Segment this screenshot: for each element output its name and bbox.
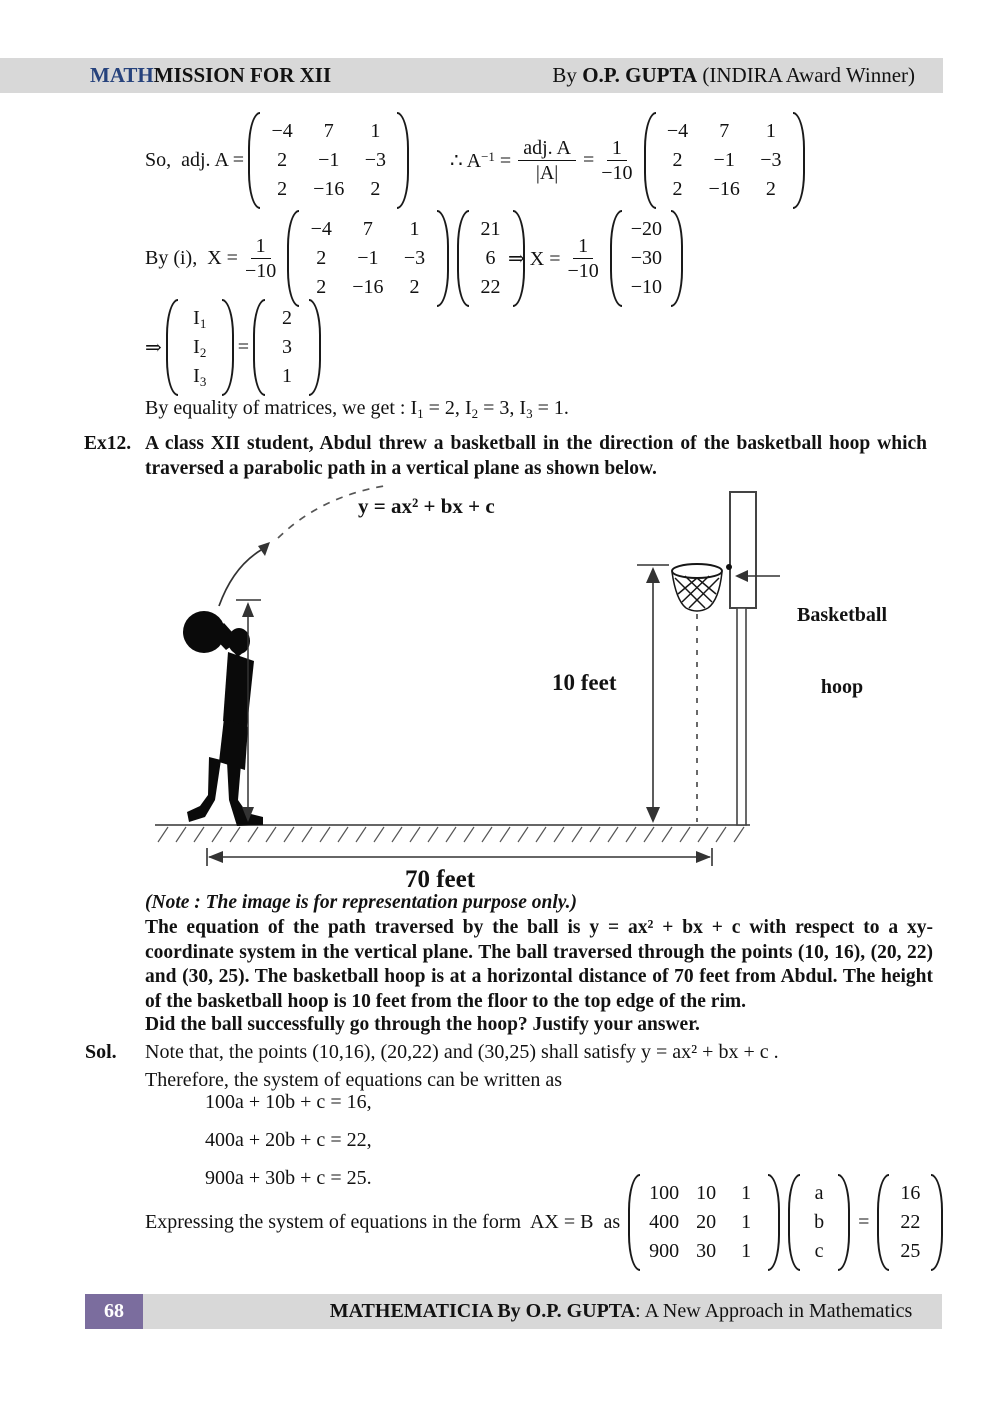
fraction-numerator: 1 [251, 235, 271, 259]
therefore-prefix: ∴ A [450, 149, 482, 172]
paren-right [768, 1174, 780, 1271]
matrix-cell: −3 [760, 148, 782, 171]
math-line-adjA-left [145, 110, 413, 210]
paren-left [166, 299, 178, 396]
paren-left [628, 1174, 640, 1271]
throw-arrow [219, 550, 261, 606]
matrix-cell: 1 [741, 1210, 752, 1233]
paren-right [222, 299, 234, 396]
ax-equals-b-row [145, 1172, 947, 1272]
fraction-numerator: 1 [607, 137, 627, 161]
example-statement: A class XII student, Abdul threw a basketball in the direction of the basketball hoop which traversed a parabolic path in a vertical plane as shown below. [145, 433, 927, 479]
fraction-denominator: −10 [601, 161, 633, 184]
matrix-A-inverse [644, 112, 805, 209]
vector-cell: b [814, 1210, 825, 1233]
paren-right [671, 210, 683, 307]
so-adjA-label: So, adj. A = [145, 148, 245, 171]
fraction-numerator: adj. A [518, 137, 576, 161]
height-label: 10 feet [552, 670, 617, 695]
matrix-cell: 2 [370, 177, 381, 200]
vector-result [610, 210, 683, 307]
vector-currents [166, 299, 234, 396]
matrix-cell: 400 [649, 1210, 680, 1233]
fraction-adjA-over-detA [518, 137, 576, 184]
arrowhead-right-icon [696, 851, 711, 863]
matrix-cell: 1 [370, 119, 381, 142]
matrix-cell: 1 [741, 1181, 752, 1204]
hoop-label-line2: hoop [820, 676, 864, 698]
header-title-accent: MATH [90, 63, 154, 87]
page-header [0, 58, 943, 93]
vector-cell: −10 [630, 275, 663, 298]
math-line-X-left [145, 208, 529, 308]
matrix-cell: 2 [672, 148, 683, 171]
arrowhead-left-icon [208, 851, 223, 863]
vector-cell: $I_1$ [193, 307, 207, 331]
vector-cell: $I_2$ [193, 336, 207, 360]
hoop-height-arrow [637, 565, 669, 821]
header-by-prefix: By [552, 63, 583, 87]
vector-cell: 1 [282, 365, 293, 387]
matrix-cell: −1 [357, 246, 379, 269]
matrix-cell: 7 [362, 217, 373, 240]
paren-right [437, 210, 449, 307]
vector-cell: 2 [282, 307, 293, 329]
fraction-one-over-minus10 [245, 235, 276, 282]
solution-line1: Note that, the points (10,16), (20,22) and (30,25) shall satisfy y = ax² + bx + c . [145, 1041, 779, 1063]
matrix-cell: −3 [403, 246, 426, 269]
equation-2: 400a + 20b + c = 22, [205, 1129, 372, 1151]
equation-3: 900a + 30b + c = 25. [205, 1167, 372, 1189]
fraction-denominator: |A| [535, 161, 559, 184]
paren-left [877, 1174, 889, 1271]
solution-line2: Therefore, the system of equations can be written as [145, 1069, 563, 1091]
matrix-cell: −3 [364, 148, 386, 171]
vector-cell: 22 [480, 275, 501, 298]
paren-left [287, 210, 299, 307]
implies-arrow: ⇒ [145, 337, 162, 359]
throw-arrowhead [258, 542, 270, 556]
paren-right [309, 299, 321, 396]
parabola-equation-label: y = ax² + bx + c [358, 494, 495, 518]
matrix-cell: −1 [713, 148, 735, 171]
fraction-numerator: 1 [573, 235, 593, 259]
matrix-cell: 2 [277, 177, 288, 200]
equals-sign: = [858, 1210, 870, 1233]
backboard [730, 492, 756, 608]
arrowhead-up-icon [646, 567, 660, 583]
vector-B [877, 1174, 943, 1271]
matrix-cell: 2 [409, 275, 420, 298]
paren-left [457, 210, 469, 307]
matrix-cell: 10 [696, 1181, 717, 1204]
player-silhouette [183, 611, 263, 826]
header-title-rest: MISSION FOR XII [153, 63, 332, 87]
footer-tagline: : A New Approach in Mathematics [635, 1300, 913, 1322]
matrix-adjA [248, 112, 409, 209]
fraction-denominator: −10 [244, 259, 277, 282]
inverse-exponent: −1 [481, 148, 495, 164]
matrix-cell: 20 [696, 1210, 717, 1233]
equals-sign: = [582, 148, 595, 171]
vector-cell: 3 [282, 336, 293, 358]
matrix-A [628, 1174, 780, 1271]
arrowhead-down-icon [646, 807, 660, 823]
matrix-cell: 30 [696, 1239, 717, 1262]
header-author-suffix: (INDIRA Award Winner) [697, 63, 915, 87]
equality-prefix: By equality of matrices, we get : [145, 397, 411, 419]
example-label: Ex12. [84, 433, 132, 454]
matrix-cell: 7 [719, 119, 730, 142]
figure-note: (Note : The image is for representation purpose only.) [145, 892, 578, 913]
implies-X-label: ⇒ X = [508, 247, 561, 270]
paren-right [931, 1174, 943, 1271]
paren-right [793, 112, 805, 209]
fraction-denominator: −10 [567, 259, 599, 282]
matrix-cell: −16 [708, 177, 740, 200]
matrix-cell: −4 [271, 119, 293, 142]
fraction-one-over-minus10 [567, 235, 598, 282]
rim-mount [726, 564, 732, 570]
matrix-cell: 2 [316, 246, 327, 269]
math-line-adjA-right [450, 110, 809, 210]
matrix-cell: 7 [323, 119, 334, 142]
therefore-A-inverse [450, 148, 511, 173]
vector-cell: c [814, 1239, 824, 1262]
math-line-currents [145, 300, 325, 395]
footer-book-title: MATHEMATICIA By O.P. GUPTA [329, 1300, 636, 1322]
matrix-cell: 900 [649, 1239, 680, 1262]
vector-current-values [253, 299, 321, 396]
matrix-cell: 1 [409, 217, 420, 240]
matrix-adjA [287, 210, 448, 307]
header-author [552, 63, 915, 88]
paren-left [644, 112, 656, 209]
solution-label: Sol. [85, 1041, 117, 1063]
page-number-badge: 68 [85, 1294, 143, 1329]
equality-conclusion: By equality of matrices, we get : $I_1 = 2$, $I_2 = 3$, $I_3 = 1$. [145, 397, 569, 421]
vector-cell: 16 [900, 1181, 921, 1204]
problem-question: Did the ball successfully go through the hoop? Justify your answer. [145, 1014, 700, 1035]
vector-cell: $I_3$ [193, 365, 207, 389]
footer-text [300, 1294, 942, 1329]
vector-cell: 21 [480, 217, 501, 240]
math-line-X-right [508, 208, 687, 308]
equals-sign: = [499, 149, 512, 172]
paren-right [838, 1174, 850, 1271]
expressing-label: Expressing the system of equations in the form AX = B as [145, 1210, 621, 1233]
hoop-label [782, 555, 902, 747]
paren-left [248, 112, 260, 209]
fraction-one-over-minus10 [601, 137, 632, 184]
matrix-cell: −4 [310, 217, 332, 240]
vector-cell: 6 [485, 246, 496, 269]
distance-arrow [207, 848, 712, 866]
paren-left [610, 210, 622, 307]
equation-1: 100a + 10b + c = 16, [205, 1091, 372, 1113]
vector-X [788, 1174, 850, 1271]
matrix-cell: 2 [277, 148, 288, 171]
hoop-label-line1: Basketball [796, 604, 888, 626]
vector-cell: −30 [630, 246, 663, 269]
vector-cell: 25 [900, 1239, 921, 1262]
header-author-name: O.P. GUPTA [582, 63, 698, 87]
paren-left [253, 299, 265, 396]
matrix-cell: 2 [765, 177, 776, 200]
vector-cell: −20 [630, 217, 663, 240]
matrix-cell: 1 [741, 1239, 752, 1262]
header-title [90, 63, 331, 88]
matrix-cell: −16 [313, 177, 345, 200]
by-i-label: By (i), X = [145, 246, 238, 269]
distance-label: 70 feet [404, 866, 476, 893]
paren-left [788, 1174, 800, 1271]
matrix-cell: −1 [318, 148, 340, 171]
pole [737, 608, 746, 825]
ground-hatching [158, 827, 744, 842]
matrix-cell: 100 [649, 1181, 680, 1204]
matrix-cell: 2 [672, 177, 683, 200]
paren-right [397, 112, 409, 209]
matrix-cell: 1 [765, 119, 776, 142]
matrix-cell: −16 [352, 275, 384, 298]
hoop-net [672, 564, 722, 611]
problem-paragraph: The equation of the path traversed by the ball is y = ax² + bx + c with respect to a xy-coordinate system in the vertical plane. The ball traversed through the points (10, 16), (20, 22) and (30, 25). The basketball hoop is at a horizontal distance of 70 feet from Abdul. The height of the basketball hoop is 10 feet from the floor to the top edge of the rim. [145, 917, 933, 1012]
equals-sign: = [237, 336, 250, 358]
vector-cell: 22 [900, 1210, 921, 1233]
vector-cell: a [814, 1181, 824, 1204]
matrix-cell: 2 [316, 275, 327, 298]
matrix-cell: −4 [666, 119, 689, 142]
arrowhead-up-icon [242, 602, 254, 617]
